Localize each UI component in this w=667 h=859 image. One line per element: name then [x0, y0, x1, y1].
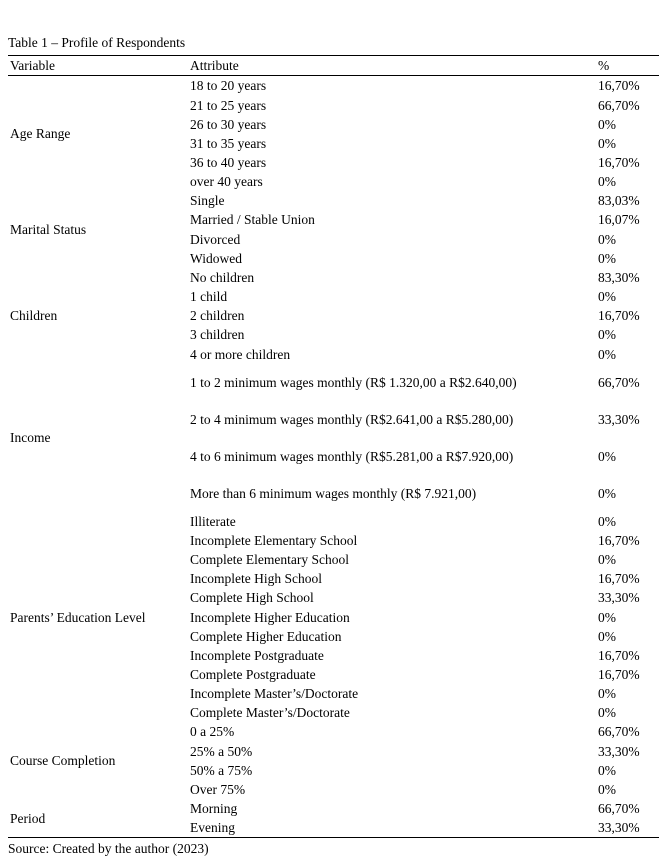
attribute-cell: Complete Master’s/Doctorate [190, 705, 350, 721]
percent-cell: 16,70% [598, 155, 640, 170]
percent-cell: 0% [598, 513, 616, 529]
attribute-cell: Complete High School [190, 590, 314, 606]
attribute-cell: 31 to 35 years [190, 135, 267, 151]
percent-cell: 16,07% [598, 212, 640, 228]
attribute-cell: 26 to 30 years [190, 116, 267, 132]
table-row [8, 722, 659, 741]
table-caption: Table 1 – Profile of Respondents [8, 35, 186, 50]
percent-cell: 83,30% [598, 269, 640, 285]
variable-label: Children [10, 308, 58, 324]
percent-cell: 66,70% [598, 801, 640, 817]
attribute-cell: Complete Postgraduate [190, 666, 316, 682]
percent-cell: 83,03% [598, 193, 640, 209]
attribute-cell: Divorced [190, 231, 241, 247]
attribute-cell: Incomplete Postgraduate [190, 647, 324, 663]
attribute-cell: Single [190, 193, 225, 209]
percent-cell: 0% [598, 781, 616, 797]
table-header-row [8, 56, 659, 76]
percent-cell: 0% [598, 346, 616, 362]
percent-cell: 0% [598, 705, 616, 721]
attribute-cell: 3 children [190, 327, 245, 343]
attribute-cell: 36 to 40 years [190, 155, 267, 170]
percent-cell: 0% [598, 116, 616, 132]
table-row [8, 268, 659, 287]
variable-label: Age Range [10, 126, 71, 142]
table-row [8, 799, 659, 818]
variable-label: Course Completion [10, 753, 116, 769]
attribute-cell: Morning [190, 801, 238, 817]
percent-cell: 0% [598, 250, 616, 266]
table-row [8, 76, 659, 96]
percent-cell: 0% [598, 289, 616, 305]
variable-label: Marital Status [10, 222, 87, 238]
percent-cell: 0% [598, 552, 616, 568]
percent-cell: 33,30% [598, 590, 640, 606]
attribute-cell: 50% a 75% [190, 762, 253, 778]
column-header-attribute: Attribute [188, 56, 596, 76]
respondent-profile-table [8, 55, 659, 837]
attribute-cell: 25% a 50% [190, 743, 253, 759]
percent-cell: 33,30% [598, 411, 640, 427]
percent-cell: 0% [598, 762, 616, 778]
percent-cell: 16,70% [598, 647, 640, 663]
percent-cell: 0% [598, 448, 616, 464]
attribute-cell: No children [190, 269, 255, 285]
attribute-cell: Evening [190, 820, 235, 836]
percent-cell: 66,70% [598, 97, 640, 113]
percent-cell: 0% [598, 628, 616, 644]
attribute-cell: 4 or more children [190, 346, 291, 362]
percent-cell: 0% [598, 327, 616, 343]
percent-cell: 0% [598, 609, 616, 625]
percent-cell: 0% [598, 485, 616, 501]
percent-cell: 16,70% [598, 666, 640, 682]
percent-cell: 33,30% [598, 743, 640, 759]
attribute-cell: Incomplete Master’s/Doctorate [190, 686, 359, 702]
attribute-cell: 4 to 6 minimum wages monthly (R$5.281,00 a R$7.920,00) [190, 448, 514, 464]
source-rule [8, 837, 659, 858]
attribute-cell: 2 children [190, 308, 245, 324]
percent-cell: 66,70% [598, 724, 640, 740]
attribute-cell: 0 a 25% [190, 724, 235, 740]
percent-cell: 16,70% [598, 308, 640, 324]
attribute-cell: Incomplete Higher Education [190, 609, 350, 625]
percent-cell: 66,70% [598, 374, 640, 390]
attribute-cell: Complete Higher Education [190, 628, 342, 644]
variable-label: Period [10, 810, 46, 826]
attribute-cell: 18 to 20 years [190, 78, 267, 94]
variable-label: Income [10, 430, 51, 446]
attribute-cell: Incomplete High School [190, 571, 322, 587]
table-row [8, 191, 659, 210]
attribute-cell: More than 6 minimum wages monthly (R$ 7.921,00) [190, 485, 477, 501]
table-row [8, 364, 659, 401]
attribute-cell: Widowed [190, 250, 242, 266]
attribute-cell: 2 to 4 minimum wages monthly (R$2.641,00 a R$5.280,00) [190, 411, 514, 427]
percent-cell: 16,70% [598, 571, 640, 587]
attribute-cell: Over 75% [190, 781, 246, 797]
percent-cell: 0% [598, 135, 616, 151]
percent-cell: 0% [598, 231, 616, 247]
attribute-cell: Complete Elementary School [190, 552, 349, 568]
variable-label: Parents’ Education Level [10, 609, 146, 625]
attribute-cell: 1 child [190, 289, 228, 305]
column-header-percent: % [596, 56, 659, 76]
attribute-cell: 21 to 25 years [190, 97, 267, 113]
percent-cell: 0% [598, 174, 616, 190]
column-header-variable: Variable [8, 56, 188, 76]
table-row [8, 512, 659, 531]
attribute-cell: Incomplete Elementary School [190, 532, 358, 548]
percent-cell: 33,30% [598, 820, 640, 836]
attribute-cell: Married / Stable Union [190, 212, 315, 228]
attribute-cell: Illiterate [190, 513, 236, 529]
percent-cell: 16,70% [598, 532, 640, 548]
percent-cell: 16,70% [598, 78, 640, 94]
attribute-cell: 1 to 2 minimum wages monthly (R$ 1.320,00 a R$2.640,00) [190, 374, 517, 390]
attribute-cell: over 40 years [190, 174, 263, 190]
percent-cell: 0% [598, 686, 616, 702]
table-source-note: Source: Created by the author (2023) [8, 841, 209, 857]
